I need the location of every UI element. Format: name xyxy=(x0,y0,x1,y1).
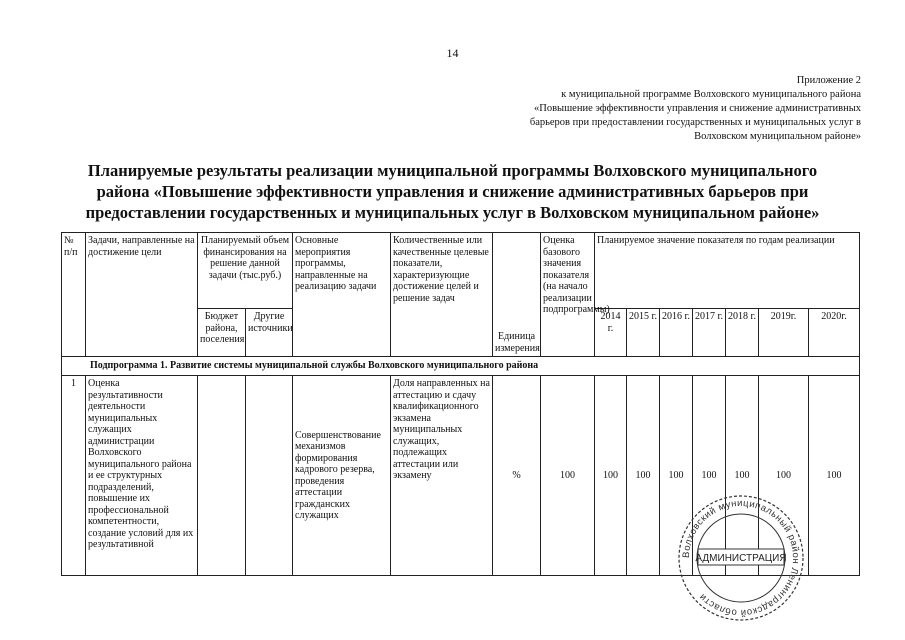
seal-center-text: АДМИНИСТРАЦИЯ xyxy=(695,553,787,564)
row-value: 100 xyxy=(595,376,627,576)
header-year: 2018 г. xyxy=(726,309,759,357)
row-value: 100 xyxy=(627,376,660,576)
appendix-line: Волховском муниципальном районе» xyxy=(694,131,861,142)
seal-ring-text: Волховский муниципальный район Ленинградской области xyxy=(680,497,802,619)
header-year: 2014 г. xyxy=(595,309,627,357)
page-number: 14 xyxy=(446,46,459,60)
title-line: района «Повышение эффективности управления и снижение административных барьеров при xyxy=(96,182,809,201)
row-other xyxy=(246,376,293,576)
header-activities: Основные мероприятия программы, направленные на реализацию задачи xyxy=(293,233,391,357)
row-budget xyxy=(198,376,246,576)
header-funding-other: Другие источники xyxy=(246,309,293,357)
row-value: 100 xyxy=(693,376,726,576)
header-year: 2016 г. xyxy=(660,309,693,357)
header-funding-budget: Бюджет района, поселения xyxy=(198,309,246,357)
header-base: Оценка базового значения показателя (на начало реализации подпрограммы) xyxy=(541,233,595,357)
header-funding: Планируемый объем финансирования на решение данной задачи (тыс.руб.) xyxy=(198,233,293,309)
header-indicators: Количественные или качественные целевые показатели, характеризующие достижение целей и решение задач xyxy=(391,233,493,357)
row-indicator: Доля направленных на аттестацию и сдачу квалификационного экзамена муниципальных служащих, подлежащих аттестации или экзамену xyxy=(391,376,493,576)
title-line: предоставлении государственных и муниципальных услуг в Волховском муниципальном районе» xyxy=(85,203,820,222)
header-tasks: Задачи, направленные на достижение цели xyxy=(86,233,198,357)
document-title xyxy=(40,160,865,223)
header-planned: Планируемое значение показателя по годам реализации xyxy=(595,233,860,309)
appendix-line: Приложение 2 xyxy=(796,75,861,86)
row-num: 1 xyxy=(62,376,86,576)
appendix-line: к муниципальной программе Волховского муниципального района xyxy=(561,89,861,100)
appendix-line: «Повышение эффективности управления и снижение административных xyxy=(533,103,861,114)
row-unit: % xyxy=(493,376,541,576)
row-base: 100 xyxy=(541,376,595,576)
title-line: Планируемые результаты реализации муниципальной программы Волховского муниципального xyxy=(87,161,818,180)
row-value: 100 xyxy=(809,376,860,576)
appendix-line: барьеров при предоставлении государственных и муниципальных услуг в xyxy=(529,117,861,128)
appendix-block xyxy=(441,74,861,144)
row-value: 100 xyxy=(759,376,809,576)
row-value: 100 xyxy=(660,376,693,576)
header-num: № п/п xyxy=(62,233,86,357)
header-year: 2015 г. xyxy=(627,309,660,357)
row-value: 100 xyxy=(726,376,759,576)
header-year: 2017 г. xyxy=(693,309,726,357)
row-activity: Совершенствование механизмов формирования кадрового резерва, проведения аттестации гражданских служащих xyxy=(293,376,391,576)
header-year: 2020г. xyxy=(809,309,860,357)
official-seal xyxy=(668,493,814,623)
header-year: 2019г. xyxy=(759,309,809,357)
subprogram-row: Подпрограмма 1. Развитие системы муниципальной службы Волховского муниципального района xyxy=(62,357,860,376)
header-unit: Единица измерения xyxy=(493,233,541,357)
row-task: Оценка результативности деятельности муниципальных служащих администрации Волховского муниципального района и ее структурных подразделений, повышение их профессиональной компетентности, создание условий для их результативной xyxy=(86,376,198,576)
